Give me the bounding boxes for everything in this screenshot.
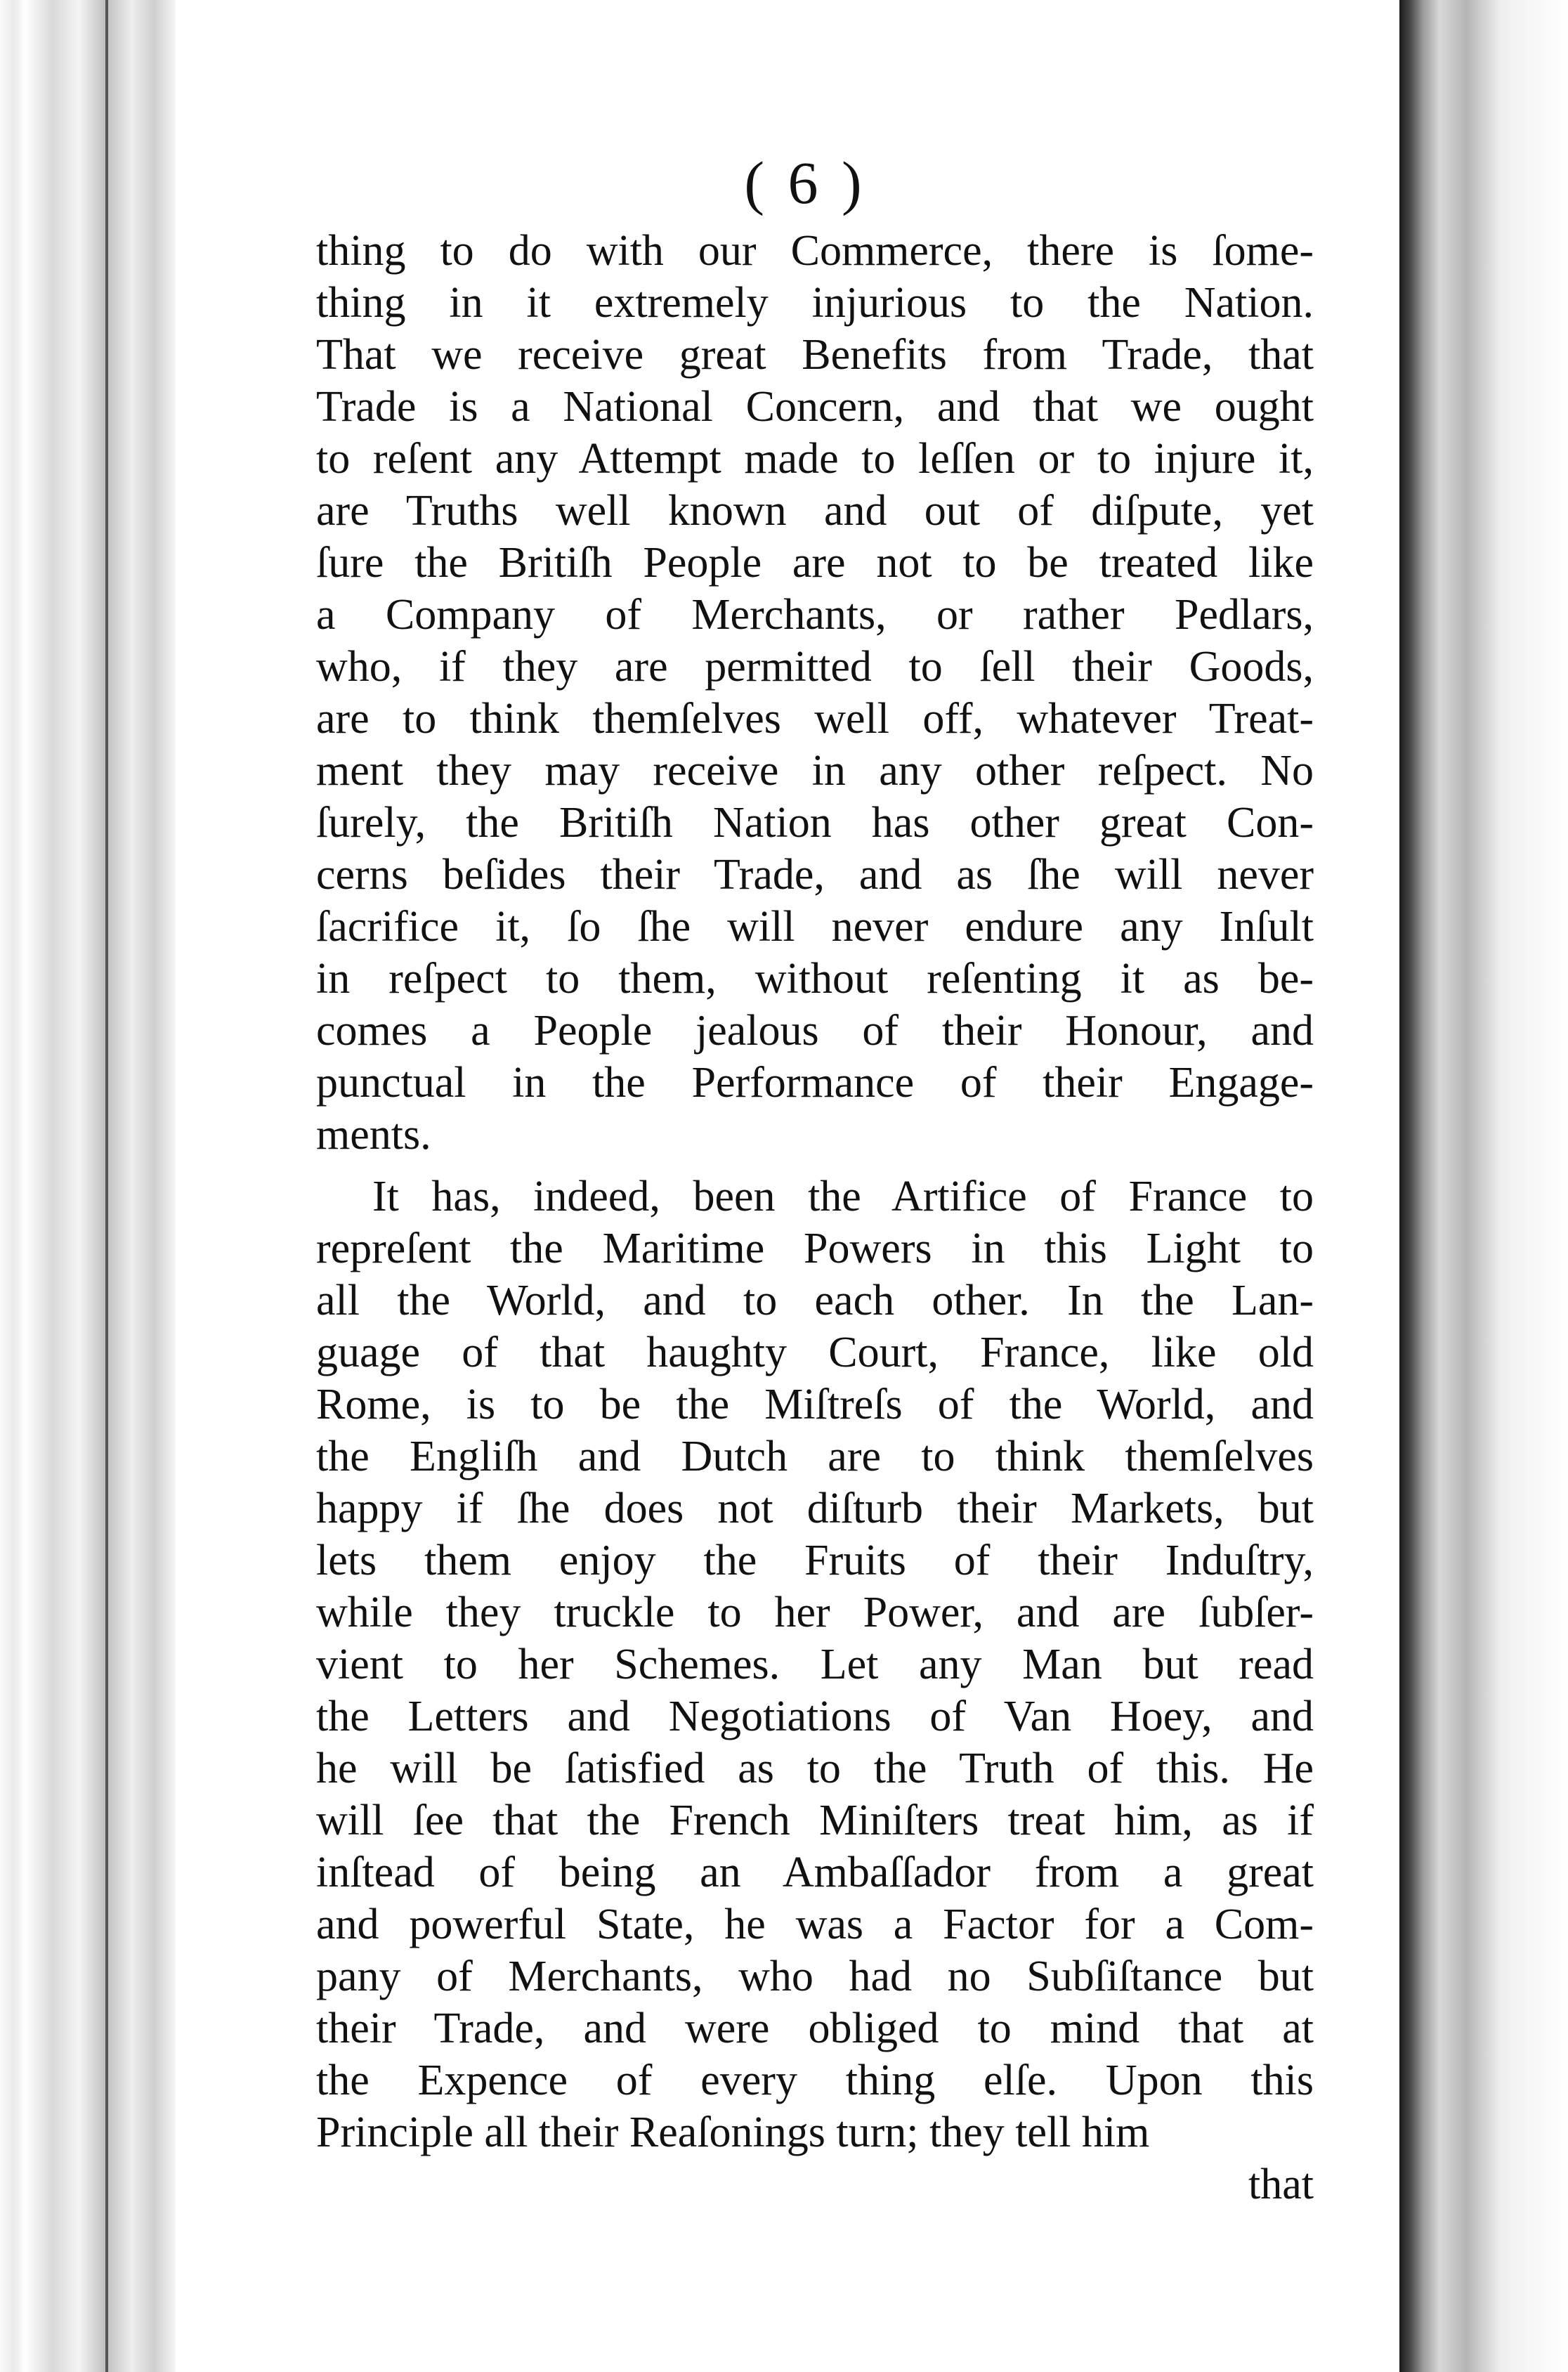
text-line: are to think themſelves well off, whatever Treat- — [316, 695, 1314, 743]
text-line: all the World, and to each other. In the Lan- — [316, 1277, 1314, 1324]
text-line: repreſent the Maritime Powers in this Light to — [316, 1225, 1314, 1272]
text-line: he will be ſatisfied as to the Truth of this. He — [316, 1745, 1314, 1792]
text-line: and powerful State, he was a Factor for a Com- — [316, 1901, 1314, 1948]
text-line: are Truths well known and out of diſpute, yet — [316, 487, 1314, 535]
text-line: a Company of Merchants, or rather Pedlars, — [316, 591, 1314, 639]
text-line: ments. — [316, 1111, 431, 1159]
text-line: cerns beſides their Trade, and as ſhe will never — [316, 851, 1314, 899]
text-line: guage of that haughty Court, France, like old — [316, 1329, 1314, 1376]
paragraph — [316, 225, 1314, 1161]
text-line: the Letters and Negotiations of Van Hoey, and — [316, 1693, 1314, 1740]
paragraph — [316, 1171, 1314, 2158]
text-line: in reſpect to them, without reſenting it as be- — [316, 955, 1314, 1003]
text-line: punctual in the Performance of their Engage- — [316, 1059, 1314, 1107]
paragraph-gap — [316, 1161, 1314, 1171]
text-line: That we receive great Benefits from Trade, that — [316, 331, 1314, 379]
text-line: the Engliſh and Dutch are to think themſelves — [316, 1433, 1314, 1480]
text-line: It has, indeed, been the Artifice of France to — [372, 1173, 1314, 1220]
text-line: thing in it extremely injurious to the Nation. — [316, 279, 1314, 327]
page-text-block — [316, 225, 1314, 2210]
book-binding-left-edge — [0, 0, 176, 2372]
text-line: happy if ſhe does not diſturb their Markets, but — [316, 1485, 1314, 1532]
text-line: to reſent any Attempt made to leſſen or to injure it, — [316, 435, 1314, 483]
catchword: that — [1248, 2161, 1314, 2208]
text-line: lets them enjoy the Fruits of their Induſtry, — [316, 1537, 1314, 1584]
text-line: vient to her Schemes. Let any Man but read — [316, 1641, 1314, 1688]
text-line: ſure the Britiſh People are not to be treated like — [316, 539, 1314, 587]
text-line: inſtead of being an Ambaſſador from a great — [316, 1849, 1314, 1896]
text-line: will ſee that the French Miniſters treat him, as if — [316, 1797, 1314, 1844]
text-line: Principle all their Reaſonings turn; they tell him — [316, 2109, 1150, 2156]
text-line: the Expence of every thing elſe. Upon this — [316, 2057, 1314, 2104]
text-line: Rome, is to be the Miſtreſs of the World, and — [316, 1381, 1314, 1428]
text-line: comes a People jealous of their Honour, and — [316, 1007, 1314, 1055]
text-line: while they truckle to her Power, and are ſubſer- — [316, 1589, 1314, 1636]
text-line: their Trade, and were obliged to mind that at — [316, 2005, 1314, 2052]
text-line: thing to do with our Commerce, there is ſome- — [316, 227, 1314, 275]
book-page-right-edge — [1399, 0, 1568, 2372]
text-line: ſurely, the Britiſh Nation has other great Con- — [316, 799, 1314, 847]
paragraphs-container — [316, 225, 1314, 2158]
text-line: ſacrifice it, ſo ſhe will never endure any Inſult — [316, 903, 1314, 951]
page-number: ( 6 ) — [744, 149, 866, 216]
text-line: Trade is a National Concern, and that we ought — [316, 383, 1314, 431]
text-line: pany of Merchants, who had no Subſiſtance but — [316, 1953, 1314, 2000]
text-line: ment they may receive in any other reſpect. No — [316, 747, 1314, 795]
text-line: who, if they are permitted to ſell their Goods, — [316, 643, 1314, 691]
